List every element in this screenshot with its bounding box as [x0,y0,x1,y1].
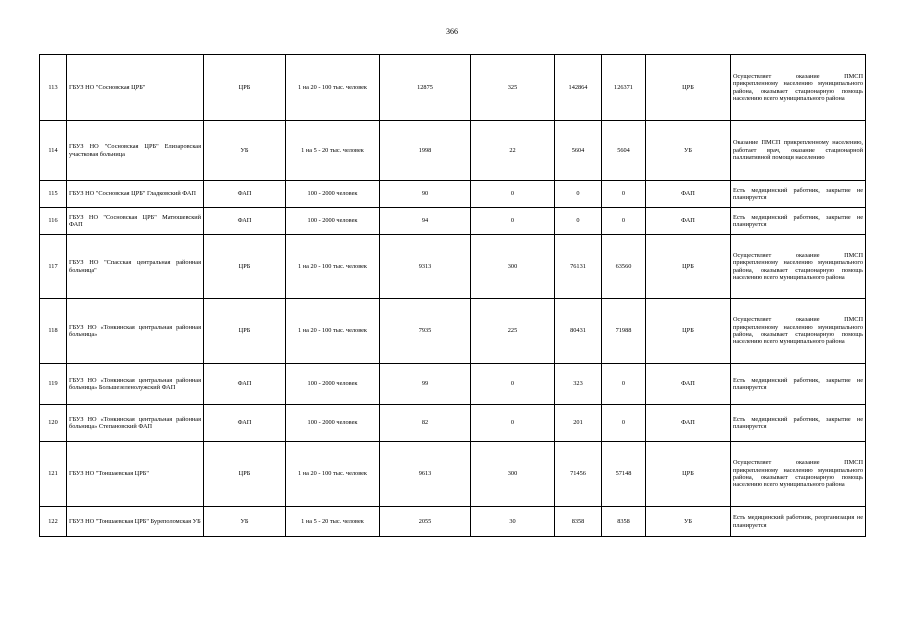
value-3: 76131 [555,235,602,299]
value-1: 82 [380,405,471,442]
table-row [40,181,866,208]
facility-name: ГБУЗ НО "Спасская центральная районная больница" [67,235,204,299]
value-4: 8358 [602,507,646,537]
table-row [40,121,866,181]
facility-type: ФАП [204,181,286,208]
population-norm: 100 - 2000 человек [286,208,380,235]
value-3: 201 [555,405,602,442]
value-1: 99 [380,364,471,405]
facility-note: Осуществляет оказание ПМСП прикрепленному населению муниципального района, оказывает стационарную помощь населению всего муниципального района [731,55,866,121]
facility-name: ГБУЗ НО "Сосновская ЦРБ" Матюшевский ФАП [67,208,204,235]
facility-type-planned: УБ [646,121,731,181]
value-3: 323 [555,364,602,405]
row-number: 119 [40,364,67,405]
value-4: 126371 [602,55,646,121]
population-norm: 1 на 20 - 100 тыс. человек [286,55,380,121]
row-number: 115 [40,181,67,208]
value-3: 142864 [555,55,602,121]
facility-type-planned: ФАП [646,405,731,442]
facility-note: Есть медицинский работник, закрытие не планируется [731,208,866,235]
facility-type-planned: ЦРБ [646,442,731,507]
value-1: 9313 [380,235,471,299]
population-norm: 1 на 20 - 100 тыс. человек [286,442,380,507]
value-1: 9613 [380,442,471,507]
facility-note: Есть медицинский работник, закрытие не планируется [731,181,866,208]
value-2: 325 [471,55,555,121]
facility-name: ГБУЗ НО "Тоншаевская ЦРБ" Буреполомская УБ [67,507,204,537]
value-4: 5604 [602,121,646,181]
facility-type: ЦРБ [204,299,286,364]
facility-name: ГБУЗ НО "Тоншаевская ЦРБ" [67,442,204,507]
facility-type: ФАП [204,364,286,405]
facility-type-planned: ФАП [646,181,731,208]
population-norm: 100 - 2000 человек [286,364,380,405]
facility-type: ФАП [204,405,286,442]
facility-name: ГБУЗ НО «Тонкинская центральная районная больница» [67,299,204,364]
facility-type: ФАП [204,208,286,235]
facility-name: ГБУЗ НО "Сосновская ЦРБ" [67,55,204,121]
facilities-table [39,54,866,537]
population-norm: 1 на 20 - 100 тыс. человек [286,299,380,364]
value-2: 0 [471,364,555,405]
facility-note: Осуществляет оказание ПМСП прикрепленному населению муниципального района, оказывает стационарную помощь населению всего муниципального района [731,299,866,364]
value-1: 2055 [380,507,471,537]
facility-name: ГБУЗ НО «Тонкинская центральная районная больница» Большезеленолужский ФАП [67,364,204,405]
facility-note: Осуществляет оказание ПМСП прикрепленному населению муниципального района, оказывает стационарную помощь населению всего муниципального района [731,235,866,299]
value-1: 94 [380,208,471,235]
population-norm: 1 на 5 - 20 тыс. человек [286,507,380,537]
facility-type-planned: ЦРБ [646,235,731,299]
value-4: 0 [602,405,646,442]
value-3: 8358 [555,507,602,537]
value-2: 30 [471,507,555,537]
population-norm: 100 - 2000 человек [286,405,380,442]
population-norm: 1 на 5 - 20 тыс. человек [286,121,380,181]
value-1: 12875 [380,55,471,121]
table-row [40,405,866,442]
facility-type: ЦРБ [204,235,286,299]
facility-type: ЦРБ [204,55,286,121]
facility-note: Есть медицинский работник, закрытие не планируется [731,364,866,405]
facility-type-planned: ФАП [646,364,731,405]
table-row [40,364,866,405]
value-4: 0 [602,364,646,405]
row-number: 120 [40,405,67,442]
value-3: 5604 [555,121,602,181]
facility-type-planned: ФАП [646,208,731,235]
row-number: 121 [40,442,67,507]
facility-type: УБ [204,507,286,537]
population-norm: 1 на 20 - 100 тыс. человек [286,235,380,299]
page-number: 366 [446,27,458,36]
facility-note: Осуществляет оказание ПМСП прикрепленному населению муниципального района, оказывает стационарную помощь населению всего муниципального района [731,442,866,507]
table-row [40,208,866,235]
facility-note: Есть медицинский работник, закрытие не планируется [731,405,866,442]
row-number: 118 [40,299,67,364]
value-2: 0 [471,405,555,442]
table-row [40,507,866,537]
table-row [40,442,866,507]
row-number: 117 [40,235,67,299]
value-1: 90 [380,181,471,208]
table-row [40,299,866,364]
facility-type-planned: ЦРБ [646,55,731,121]
value-1: 1998 [380,121,471,181]
value-4: 0 [602,181,646,208]
value-1: 7935 [380,299,471,364]
facility-type: УБ [204,121,286,181]
value-2: 225 [471,299,555,364]
value-2: 22 [471,121,555,181]
facility-type-planned: ЦРБ [646,299,731,364]
value-4: 63560 [602,235,646,299]
value-2: 300 [471,442,555,507]
facility-note: Оказание ПМСП прикрепленному населению, работает врач, оказание стационарной паллиативной помощи населению [731,121,866,181]
value-4: 57148 [602,442,646,507]
row-number: 122 [40,507,67,537]
value-2: 0 [471,181,555,208]
facility-name: ГБУЗ НО "Сосновская ЦРБ" Гладковский ФАП [67,181,204,208]
row-number: 114 [40,121,67,181]
table-row [40,235,866,299]
facility-name: ГБУЗ НО «Тонкинская центральная районная больница» Степановский ФАП [67,405,204,442]
value-4: 0 [602,208,646,235]
row-number: 113 [40,55,67,121]
value-3: 0 [555,208,602,235]
value-2: 300 [471,235,555,299]
table-row [40,55,866,121]
facility-name: ГБУЗ НО "Сосновская ЦРБ" Елизаровская участковая больница [67,121,204,181]
value-4: 71988 [602,299,646,364]
population-norm: 100 - 2000 человек [286,181,380,208]
facility-note: Есть медицинский работник, реорганизация не планируется [731,507,866,537]
value-3: 80431 [555,299,602,364]
facility-type-planned: УБ [646,507,731,537]
row-number: 116 [40,208,67,235]
value-3: 0 [555,181,602,208]
facility-type: ЦРБ [204,442,286,507]
value-3: 71456 [555,442,602,507]
value-2: 0 [471,208,555,235]
